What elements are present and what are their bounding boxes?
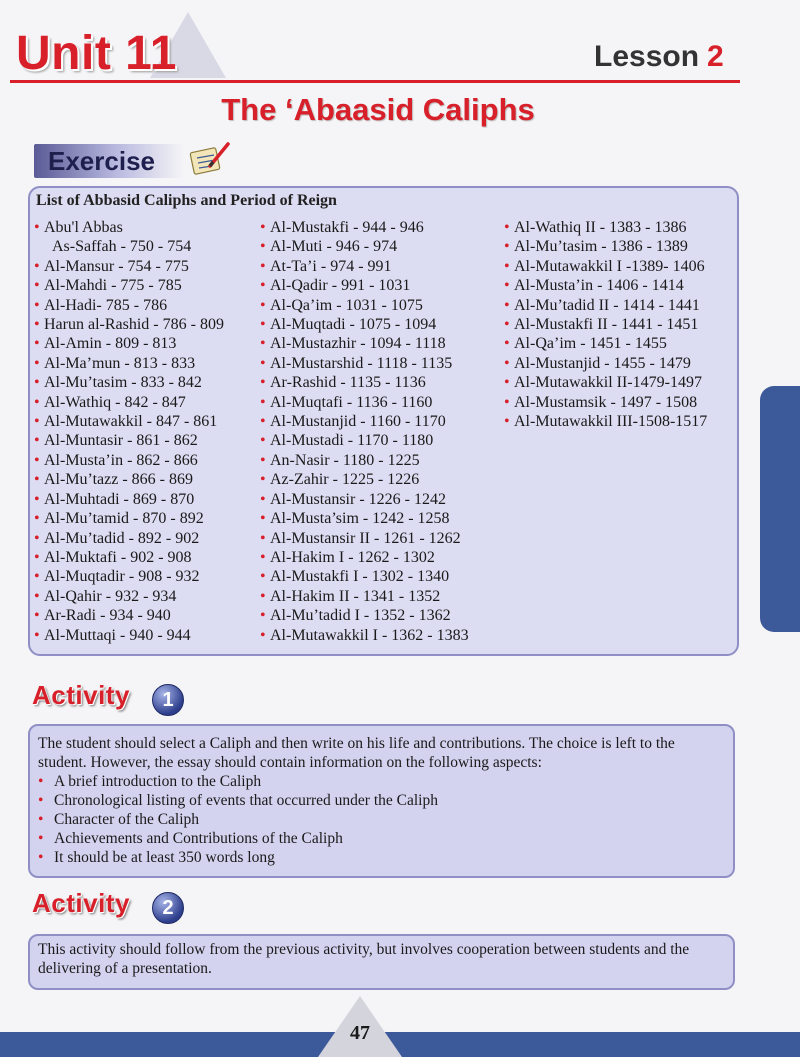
list-item: • It should be at least 350 words long xyxy=(38,848,718,867)
caliph-column-2 xyxy=(260,218,469,645)
list-item: • Abu'l Abbas xyxy=(34,218,224,237)
list-item: • Al-Mustakfi I - 1302 - 1340 xyxy=(260,567,469,586)
unit-title: Unit 11 xyxy=(16,27,177,80)
caliph-column-3 xyxy=(504,218,707,431)
activity-1-bullets xyxy=(38,772,718,867)
list-item: • Al-Musta’in - 1406 - 1414 xyxy=(504,276,707,295)
activity-2-number-badge: 2 xyxy=(152,892,184,924)
list-item: • Al-Mutawakkil I - 1362 - 1383 xyxy=(260,626,469,645)
list-item: • A brief introduction to the Caliph xyxy=(38,772,718,791)
list-item: • Al-Mansur - 754 - 775 xyxy=(34,257,224,276)
list-item: • Al-Mustazhir - 1094 - 1118 xyxy=(260,334,469,353)
caliph-column-1 xyxy=(34,218,224,645)
page-number: 47 xyxy=(350,1022,370,1044)
list-item: • Al-Ma’mun - 813 - 833 xyxy=(34,354,224,373)
list-item: • Al-Qa’im - 1031 - 1075 xyxy=(260,296,469,315)
list-item: • Al-Wathiq II - 1383 - 1386 xyxy=(504,218,707,237)
list-item: • Al-Muti - 946 - 974 xyxy=(260,237,469,256)
list-item: • Al-Muntasir - 861 - 862 xyxy=(34,431,224,450)
side-tab-decoration xyxy=(760,386,800,632)
list-item: • Al-Mustansir - 1226 - 1242 xyxy=(260,490,469,509)
list-item: As-Saffah - 750 - 754 xyxy=(52,238,192,256)
list-item: • Al-Muqtadir - 908 - 932 xyxy=(34,567,224,586)
activity-1-intro: The student should select a Caliph and then write on his life and contributions. The choice is left to the student. However, the essay should contain information on the following aspects: xyxy=(38,735,675,771)
list-item: • Al-Mu’tadid - 892 - 902 xyxy=(34,529,224,548)
list-item: • Al-Muktafi - 902 - 908 xyxy=(34,548,224,567)
list-item: • Al-Mutawakkil II-1479-1497 xyxy=(504,373,707,392)
lesson-number: 2 xyxy=(707,40,724,73)
list-item: • Al-Mustamsik - 1497 - 1508 xyxy=(504,393,707,412)
list-item: • Al-Mu’tazz - 866 - 869 xyxy=(34,470,224,489)
list-item: • Al-Mustanjid - 1160 - 1170 xyxy=(260,412,469,431)
list-item: • Al-Mu’tasim - 1386 - 1389 xyxy=(504,237,707,256)
list-item: • Al-Muqtadi - 1075 - 1094 xyxy=(260,315,469,334)
activity-2-text: This activity should follow from the previous activity, but involves cooperation between students and the delivering of a presentation. xyxy=(38,941,690,977)
list-item: • Al-Hakim I - 1262 - 1302 xyxy=(260,548,469,567)
list-item: • Al-Mustakfi - 944 - 946 xyxy=(260,218,469,237)
list-item: • Al-Musta’sim - 1242 - 1258 xyxy=(260,509,469,528)
lesson-label xyxy=(594,40,724,74)
activity-1-content xyxy=(38,734,718,867)
list-item: • Al-Hakim II - 1341 - 1352 xyxy=(260,587,469,606)
list-item: • Ar-Radi - 934 - 940 xyxy=(34,606,224,625)
list-item: • Al-Qahir - 932 - 934 xyxy=(34,587,224,606)
list-item: • Ar-Rashid - 1135 - 1136 xyxy=(260,373,469,392)
caliph-list-title: List of Abbasid Caliphs and Period of Reign xyxy=(36,192,337,209)
clipboard-pencil-icon xyxy=(186,140,230,176)
list-item: • Al-Hadi- 785 - 786 xyxy=(34,296,224,315)
list-item: • Harun al-Rashid - 786 - 809 xyxy=(34,315,224,334)
list-item: • Al-Mustarshid - 1118 - 1135 xyxy=(260,354,469,373)
list-item: • Al-Mutawakkil I -1389- 1406 xyxy=(504,257,707,276)
list-item: • Al-Mutawakkil - 847 - 861 xyxy=(34,412,224,431)
header-rule xyxy=(10,80,740,83)
list-item: • Al-Mustanjid - 1455 - 1479 xyxy=(504,354,707,373)
list-item: • Al-Mu’tasim - 833 - 842 xyxy=(34,373,224,392)
list-item: • Az-Zahir - 1225 - 1226 xyxy=(260,470,469,489)
list-item: • Al-Mustansir II - 1261 - 1262 xyxy=(260,529,469,548)
list-item: • Al-Wathiq - 842 - 847 xyxy=(34,393,224,412)
list-item: • Al-Qa’im - 1451 - 1455 xyxy=(504,334,707,353)
activity-2-heading: Activity xyxy=(32,888,130,918)
list-item: • Achievements and Contributions of the Caliph xyxy=(38,829,718,848)
list-item: • Al-Muttaqi - 940 - 944 xyxy=(34,626,224,645)
list-item: • Al-Mu’tamid - 870 - 892 xyxy=(34,509,224,528)
list-item: • Al-Mu’tadid II - 1414 - 1441 xyxy=(504,296,707,315)
list-item: • Character of the Caliph xyxy=(38,810,718,829)
list-item: • Al-Musta’in - 862 - 866 xyxy=(34,451,224,470)
list-item: • Chronological listing of events that occurred under the Caliph xyxy=(38,791,718,810)
page-title: The ‘Abaasid Caliphs xyxy=(221,92,535,127)
list-item: • Al-Amin - 809 - 813 xyxy=(34,334,224,353)
list-item: • Al-Mu’tadid I - 1352 - 1362 xyxy=(260,606,469,625)
list-item: • An-Nasir - 1180 - 1225 xyxy=(260,451,469,470)
list-item: • Al-Muhtadi - 869 - 870 xyxy=(34,490,224,509)
lesson-word: Lesson xyxy=(594,40,700,73)
list-item: • Al-Mutawakkil III-1508-1517 xyxy=(504,412,707,431)
list-item: • Al-Qadir - 991 - 1031 xyxy=(260,276,469,295)
activity-1-heading: Activity xyxy=(32,680,130,710)
list-item: • Al-Mahdi - 775 - 785 xyxy=(34,276,224,295)
list-item: • At-Ta’i - 974 - 991 xyxy=(260,257,469,276)
activity-1-number-badge: 1 xyxy=(152,684,184,716)
list-item: • Al-Mustakfi II - 1441 - 1451 xyxy=(504,315,707,334)
exercise-heading: Exercise xyxy=(48,146,155,176)
list-item: • Al-Muqtafi - 1136 - 1160 xyxy=(260,393,469,412)
list-item: • Al-Mustadi - 1170 - 1180 xyxy=(260,431,469,450)
